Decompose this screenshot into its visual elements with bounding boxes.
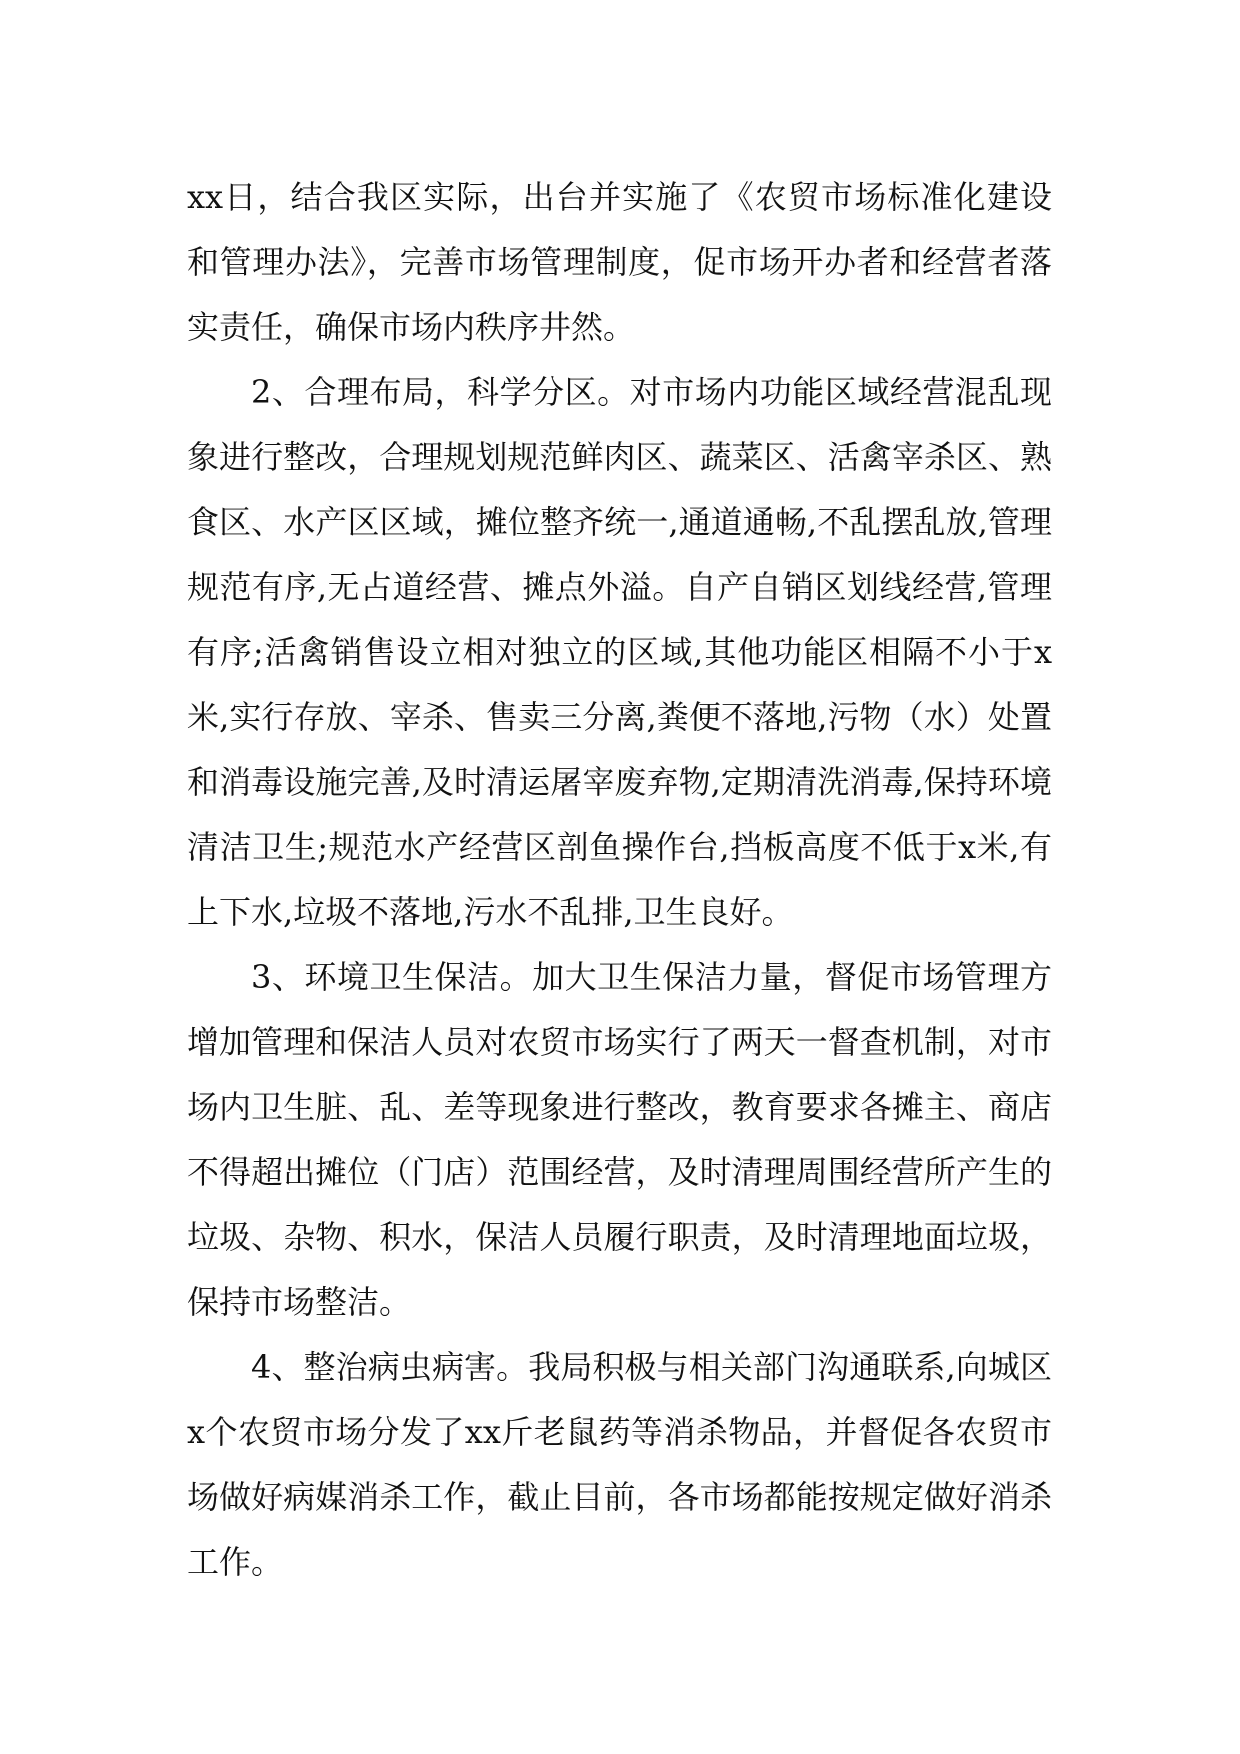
document-body [187,165,1052,1595]
paragraph-regulations: xx日，结合我区实际，出台并实施了《农贸市场标准化建设和管理办法》，完善市场管理制度，促市场开办者和经营者落实责任，确保市场内秩序井然。 [187,178,1052,346]
paragraph-sanitation: 3、环境卫生保洁。加大卫生保洁力量，督促市场管理方增加管理和保洁人员对农贸市场实行了两天一督查机制，对市场内卫生脏、乱、差等现象进行整改，教育要求各摊主、商店不得超出摊位（门店）范围经营，及时清理周围经营所产生的垃圾、杂物、积水，保洁人员履行职责，及时清理地面垃圾，保持市场整洁。 [187,958,1052,1321]
paragraph-layout-zoning: 2、合理布局，科学分区。对市场内功能区域经营混乱现象进行整改，合理规划规范鲜肉区、蔬菜区、活禽宰杀区、熟食区、水产区区域，摊位整齐统一,通道通畅,不乱摆乱放,管理规范有序,无占道经营、摊点外溢。自产自销区划线经营,管理有序;活禽销售设立相对独立的区域,其他功能区相隔不小于x米,实行存放、宰杀、售卖三分离,粪便不落地,污物（水）处置和消毒设施完善,及时清运屠宰废弃物,定期清洗消毒,保持环境清洁卫生;规范水产经营区剖鱼操作台,挡板高度不低于x米,有上下水,垃圾不落地,污水不乱排,卫生良好。 [187,373,1052,931]
paragraph-pest-control: 4、整治病虫病害。我局积极与相关部门沟通联系,向城区x个农贸市场分发了xx斤老鼠药等消杀物品，并督促各农贸市场做好病媒消杀工作，截止目前，各市场都能按规定做好消杀工作。 [187,1348,1052,1581]
